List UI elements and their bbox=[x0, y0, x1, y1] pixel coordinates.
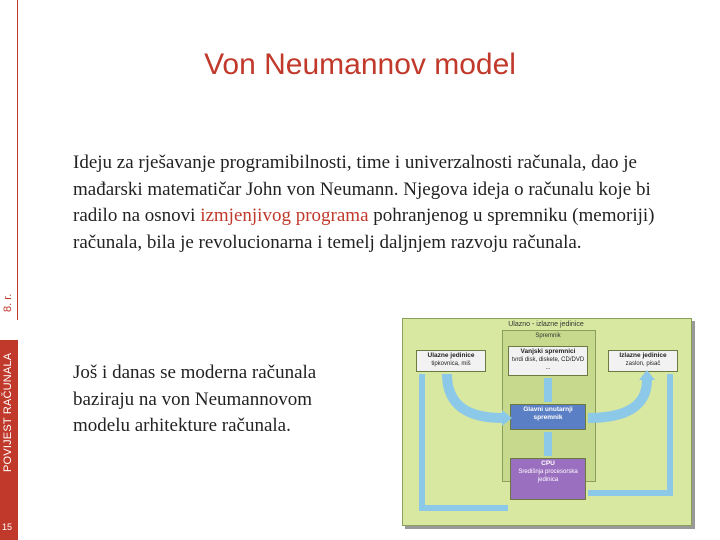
intro-paragraph bbox=[73, 150, 673, 256]
control-line-left bbox=[422, 374, 508, 508]
page-number: 15 bbox=[2, 522, 13, 532]
control-line-right bbox=[588, 374, 670, 493]
cpu-title: CPU bbox=[541, 460, 555, 467]
output-arrowhead bbox=[639, 370, 655, 380]
input-units-title: Ulazne jedinice bbox=[427, 352, 475, 359]
output-arrow bbox=[588, 380, 647, 418]
input-arrowhead bbox=[502, 410, 512, 426]
intro-text-end: pohranjenog u spremniku (memoriji) računala, bila je revolucionarna i temelj daljnjem razvoju računala. bbox=[73, 205, 655, 253]
diagram-header: Ulazno - izlazne jedinice bbox=[508, 321, 584, 328]
input-arrow bbox=[447, 374, 502, 418]
von-neumann-diagram bbox=[402, 318, 694, 528]
output-units-sub: zaslon, pisač bbox=[625, 361, 661, 367]
diagram-arrows bbox=[402, 318, 690, 524]
intro-highlight: izmjenjivog programa bbox=[200, 205, 369, 226]
cpu-sub: Središnja procesorska jedinica bbox=[518, 469, 578, 483]
course-label: POVIJEST RAČUNALA bbox=[2, 352, 14, 472]
input-units-sub: tipkovnica, miš bbox=[431, 361, 471, 367]
memory-label: Spremnik bbox=[535, 333, 561, 339]
slide-title: Von Neumannov model bbox=[204, 48, 516, 81]
grade-label: 8. r. bbox=[2, 293, 14, 312]
main-memory-title: Glavni unutarnji spremnik bbox=[523, 406, 573, 421]
conclusion-paragraph: Još i danas se moderna računala baziraju na von Neumannovom modelu arhitekture računala. bbox=[73, 362, 317, 436]
intro-text-start: Ideju za rješavanje programibilnosti, time i univerzalnosti računala, dao je mađarski matematičar John von Neumann. Njegova ideja o računalu koje bi radilo na osnovi bbox=[73, 152, 651, 226]
external-storage-title: Vanjski spremnici bbox=[520, 348, 576, 355]
output-units-title: Izlazne jedinice bbox=[619, 352, 667, 359]
external-storage-sub: tvrdi disk, diskete, CD/DVD ... bbox=[511, 357, 585, 371]
